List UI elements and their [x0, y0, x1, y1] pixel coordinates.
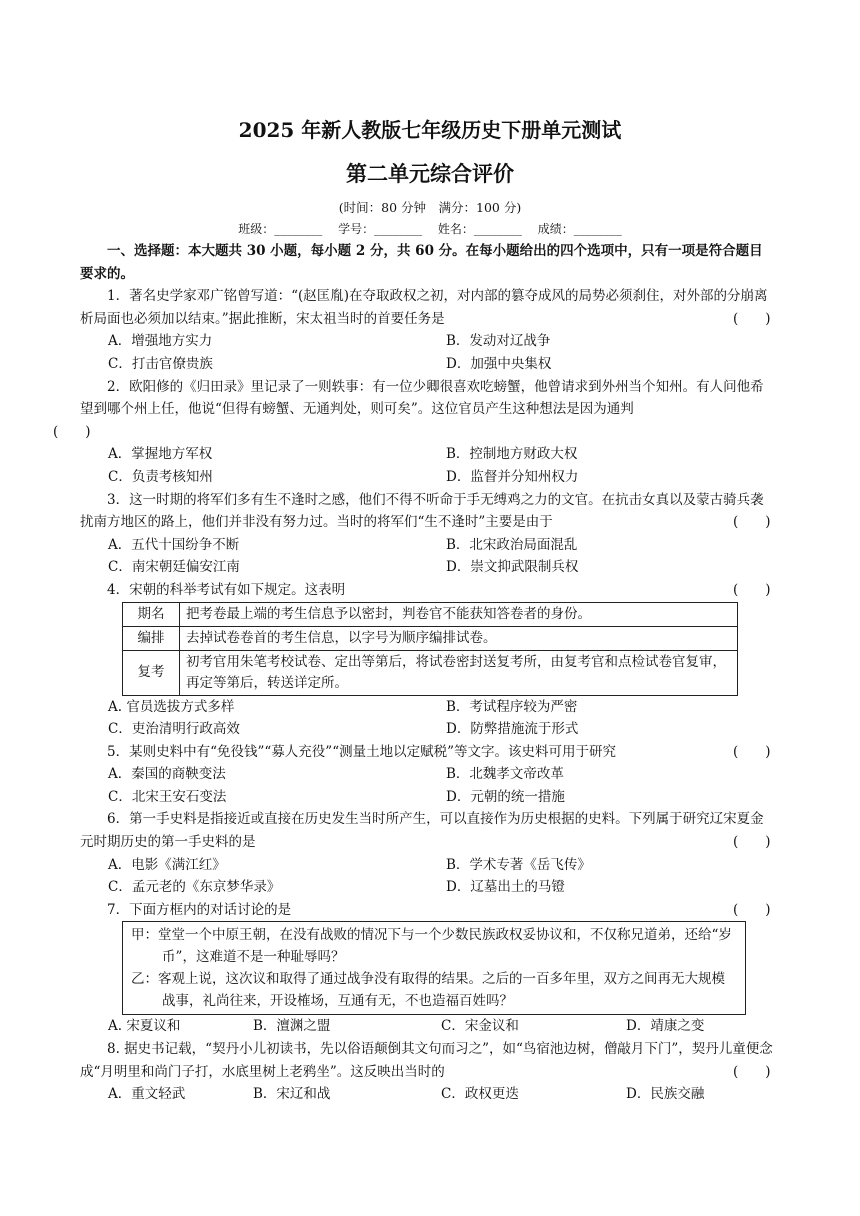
- section-heading: 一、选择题：本大题共 30 小题，每小题 2 分，共 60 分。在每小题给出的四个选项中，只有一项是符合题目要求的。: [80, 243, 763, 282]
- answer-blank: ( ): [733, 901, 771, 918]
- option-c: C．打击官僚贵族: [108, 355, 213, 372]
- unit-subtitle: 第二单元综合评价: [346, 161, 514, 186]
- question-stem: 7．下面方框内的对话讨论的是: [107, 901, 292, 918]
- option-d: D．元朝的统一措施: [446, 788, 565, 805]
- option-b: B．控制地方财政大权: [446, 446, 578, 463]
- question-stem: 3．这一时期的将军们多有生不逢时之感，他们不得不听命于手无缚鸡之力的文官。在抗击女真以及蒙古骑兵袭扰南方地区的路上，他们并非没有努力过。当时的将军们“生不逢时”主要是由于: [80, 491, 764, 531]
- option-c: C．宋金议和: [441, 1018, 519, 1035]
- class-field: 班级：________: [238, 222, 323, 236]
- table-value: 把考卷最上端的考生信息予以密封，判卷官不能获知答卷者的身份。: [180, 602, 738, 626]
- question-stem: 1．著名史学家邓广铭曾写道：“(赵匡胤)在夺取政权之初，对内部的篡夺成风的局势必须刹住，对外部的分崩离析局面也必须加以结束。”据此推断，宋太祖当时的首要任务是: [80, 288, 768, 327]
- option-a: A．电影《满江红》: [108, 856, 226, 873]
- option-a: A. 宋夏议和: [108, 1018, 181, 1035]
- option-b: B．发动对辽战争: [446, 333, 551, 350]
- answer-blank: ( ): [733, 1063, 771, 1080]
- score-field: 成绩：________: [537, 222, 622, 236]
- option-b: B．学术专著《岳飞传》: [446, 856, 591, 873]
- option-b: B．北宋政治局面混乱: [446, 536, 578, 553]
- option-d: D．监督并分知州权力: [446, 468, 579, 485]
- option-a: A．重文轻武: [108, 1086, 186, 1103]
- option-b: B．宋辽和战: [253, 1086, 331, 1103]
- option-a: A. 官员选拔方式多样: [108, 698, 235, 715]
- option-c: C．吏治清明行政高效: [108, 721, 240, 738]
- exam-title: 2025 年新人教版七年级历史下册单元测试: [238, 118, 622, 142]
- question-1: [80, 285, 775, 330]
- option-a: A．掌握地方军权: [108, 446, 213, 463]
- answer-blank: ( ): [733, 310, 771, 327]
- options: [80, 443, 775, 488]
- options: [80, 696, 775, 741]
- option-d: D．加强中央集权: [446, 355, 552, 372]
- options: [80, 1015, 775, 1038]
- options: [80, 854, 775, 899]
- option-b: B．澶渊之盟: [253, 1018, 331, 1035]
- table-row: [123, 650, 738, 695]
- option-a: A．五代十国纷争不断: [108, 536, 240, 553]
- name-field: 姓名：________: [437, 222, 522, 236]
- question-4: [80, 579, 775, 602]
- student-info-line: [0, 220, 860, 237]
- option-c: C．负责考核知州: [108, 468, 213, 485]
- question-stem: 6．第一手史料是指接近或直接在历史发生当时所产生，可以直接作为历史根据的史料。下列属于研究辽宋夏金元时期历史的第一手史料的是: [80, 811, 764, 851]
- option-b: B．北魏孝文帝改革: [446, 766, 564, 783]
- question-6: [80, 808, 775, 853]
- table-row: [123, 626, 738, 650]
- option-c: C．孟元老的《东京梦华录》: [108, 879, 281, 896]
- options: [80, 763, 775, 808]
- student-id-field: 学号：________: [338, 222, 423, 236]
- question-5: [80, 741, 775, 764]
- option-a: A．秦国的商鞅变法: [108, 766, 226, 783]
- option-c: C．政权更迭: [441, 1086, 519, 1103]
- exam-rules-table: [122, 602, 738, 696]
- answer-blank: ( ): [733, 581, 771, 598]
- table-key: 编排: [123, 626, 180, 650]
- option-a: A．增强地方实力: [108, 333, 213, 350]
- option-b: B．考试程序较为严密: [446, 698, 578, 715]
- question-2: [53, 376, 775, 444]
- answer-blank: ( ): [733, 743, 771, 760]
- options: [80, 534, 775, 579]
- answer-blank: ( ): [733, 514, 771, 531]
- option-d: D．崇文抑武限制兵权: [446, 559, 579, 576]
- question-7: [80, 899, 775, 922]
- option-d: D．辽墓出土的马镫: [446, 879, 565, 896]
- question-stem: 2．欧阳修的《归田录》里记录了一则轶事：有一位少卿很喜欢吃螃蟹，他曾请求到外州当个知州。有人问他希望到哪个州上任，他说“但得有螃蟹、无通判处，则可矣”。这位官员产生这种想法是因为通判: [80, 378, 764, 418]
- exam-content: [53, 240, 775, 1106]
- question-3: [80, 489, 775, 534]
- answer-blank: ( ): [53, 423, 91, 440]
- question-8: [80, 1038, 775, 1083]
- table-value: 去掉试卷卷首的考生信息，以字号为顺序编排试卷。: [180, 626, 738, 650]
- table-value: 初考官用朱笔考校试卷、定出等第后，将试卷密封送复考所，由复考官和点检试卷官复审，再定等第后，转送详定所。: [180, 650, 738, 695]
- option-c: C．南宋朝廷偏安江南: [108, 559, 240, 576]
- question-stem: 4．宋朝的科举考试有如下规定。这表明: [107, 581, 346, 598]
- options: [80, 330, 775, 375]
- options: [80, 1083, 775, 1106]
- dialog-line-yi: 乙：客观上说，这次议和取得了通过战争没有取得的结果。之后的一百多年里，双方之间再无大规模战事，礼尚往来，开设榷场，互通有无，不也造福百姓吗？: [131, 971, 725, 1010]
- table-key: 复考: [123, 650, 180, 695]
- dialog-line-jia: 甲：堂堂一个中原王朝，在没有战败的情况下与一个少数民族政权妥协议和，不仅称兄道弟，还给“岁币”，这难道不是一种耻辱吗？: [131, 927, 732, 966]
- question-stem: 8. 据史书记载，“契丹小儿初读书，先以俗语颠倒其文句而习之”，如“鸟宿池边树，僧敲月下门”，契丹儿童便念成“月明里和尚门子打，水底里树上老鸦坐”。这反映出当时的: [80, 1041, 773, 1080]
- option-d: D．民族交融: [626, 1086, 705, 1103]
- answer-blank: ( ): [733, 834, 771, 851]
- table-key: 期名: [123, 602, 180, 626]
- dialog-box: [122, 921, 746, 1015]
- option-d: D．防弊措施流于形式: [446, 721, 579, 738]
- table-row: [123, 602, 738, 626]
- option-d: D．靖康之变: [626, 1018, 705, 1035]
- option-c: C．北宋王安石变法: [108, 788, 227, 805]
- question-stem: 5．某则史料中有“免役钱”“募人充役”“测量土地以定赋税”等文字。该史料可用于研究: [107, 743, 616, 760]
- time-score-info: (时间：80 分钟 满分：100 分): [338, 200, 522, 215]
